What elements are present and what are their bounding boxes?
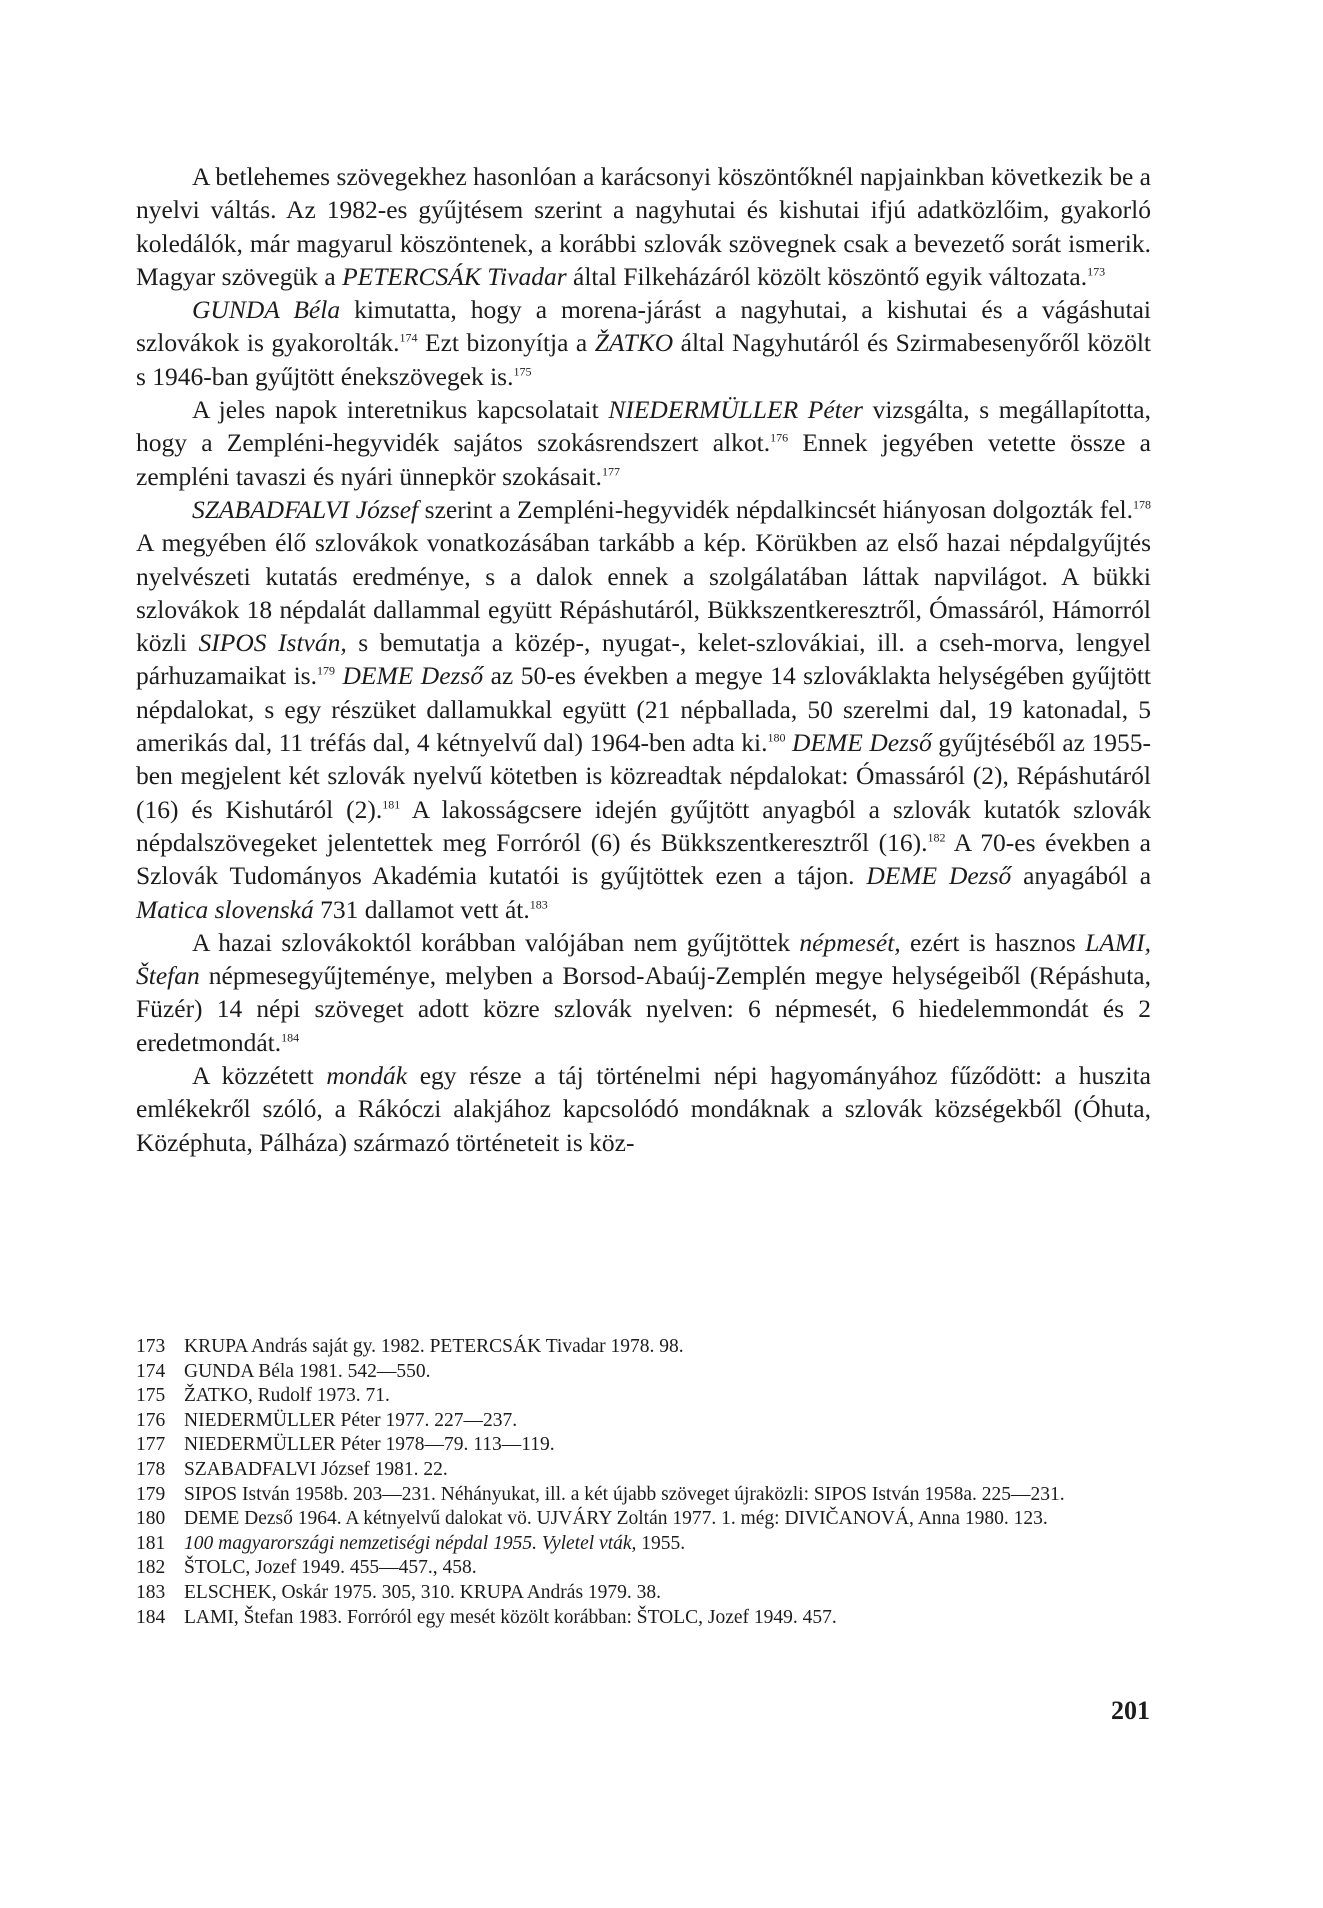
text-run: NIEDERMÜLLER Péter 1978—79. 113—119.: [184, 1434, 555, 1456]
footnote-number: 181: [136, 1532, 166, 1554]
italic-text: mondák: [326, 1061, 408, 1091]
footnote-reference: 174: [399, 330, 418, 345]
paragraph: [136, 1059, 1151, 1159]
text-run: ezért is hasznos: [900, 927, 1086, 957]
footnote-number: 182: [136, 1557, 166, 1579]
text-run: 1955.: [636, 1532, 686, 1554]
text-run: egy része a táj történelmi népi hagyományához fűződött: a huszita emlékekről szóló, a Rákóczi alakjához kapcsolódó mondáknak a szlovák községekből (Óhuta, Középhuta, Pálháza) származó történeteit is köz-: [136, 1061, 1151, 1157]
footnote: [136, 1507, 1151, 1532]
footnote-text: [184, 1384, 1151, 1409]
paragraph: [136, 160, 1151, 293]
footnote-text: [184, 1483, 1151, 1508]
footnote: [136, 1433, 1151, 1458]
text-run: A betlehemes szövegekhez hasonlóan a karácsonyi köszöntőknél napjainkban következik be a nyelvi váltás. Az 1982-es gyűjtésem szerint a nagyhutai és kishutai ifjú adatközlőim, gyakorló koledálók, már magyarul köszöntenek, a korábbi szlovák szövegnek csak a bevezető sorát ismerik. Magyar szövegük a: [136, 162, 1151, 291]
text-run: A jeles napok interetnikus kapcsolatait: [192, 395, 609, 425]
footnote-text: [184, 1409, 1151, 1434]
footnote-text: [184, 1532, 1151, 1557]
text-run: NIEDERMÜLLER Péter 1977. 227—237.: [184, 1409, 518, 1431]
footnote-text: [184, 1581, 1151, 1606]
footnote: [136, 1409, 1151, 1434]
footnote-number: 174: [136, 1360, 166, 1382]
footnote-reference: 177: [601, 464, 620, 479]
text-run: A lakosságcsere idején gyűjtött anyagból a szlovák kutatók szlovák népdalszövegeket jelentettek meg Forróról (6) és Bükkszentkeresztről (16).: [136, 794, 1151, 857]
footnote: [136, 1458, 1151, 1483]
text-run: SIPOS István 1958b. 203—231. Néhányukat, ill. a két újabb szöveget újraközli: SIPOS István 1958a. 225—231.: [184, 1483, 1065, 1505]
footnote-reference: 182: [927, 830, 946, 845]
italic-text: SIPOS István,: [198, 628, 347, 658]
text-run: ŽATKO, Rudolf 1973. 71.: [184, 1385, 390, 1407]
footnote-reference: 180: [767, 730, 786, 745]
italic-text: DEME Dezső: [792, 728, 932, 758]
footnote-text: [184, 1606, 1151, 1631]
text-run: DEME Dezső 1964. A kétnyelvű dalokat vö. UJVÁRY Zoltán 1977. 1. még: DIVIČANOVÁ, Anna 1980. 123.: [184, 1508, 1048, 1530]
text-run: ŠTOLC, Jozef 1949. 455—457., 458.: [184, 1557, 477, 1579]
footnote-text: [184, 1360, 1151, 1385]
footnote: [136, 1335, 1151, 1360]
footnote: [136, 1606, 1151, 1631]
italic-text: LAMI, Štefan: [136, 927, 1151, 991]
footnote: [136, 1532, 1151, 1557]
text-run: ELSCHEK, Oskár 1975. 305, 310. KRUPA András 1979. 38.: [184, 1581, 662, 1603]
footnote-text: [184, 1335, 1151, 1360]
footnote-text: [184, 1458, 1151, 1483]
text-run: az 50-es években a megye 14 szlováklakta helységében gyűjtött népdalokat, s egy részüket dallamukkal együtt (21 népballada, 50 szerelmi dal, 19 katonadal, 5 amerikás dal, 11 tréfás dal, 4 kétnyelvű dal) 1964-ben adta ki.: [136, 661, 1151, 758]
footnote-number: 179: [136, 1483, 166, 1505]
footnote-reference: 179: [316, 663, 335, 678]
text-run: Ezt bizonyítja a: [417, 328, 595, 358]
footnote-number: 173: [136, 1336, 166, 1357]
italic-text: népmesét,: [799, 927, 901, 957]
text-run: LAMI, Štefan 1983. Forróról egy mesét közölt korábban: ŠTOLC, Jozef 1949. 457.: [184, 1606, 837, 1628]
text-run: 731 dallamot vett át.: [313, 894, 530, 924]
italic-text: DEME Dezső: [866, 861, 1012, 891]
text-run: KRUPA András saját gy. 1982. PETERCSÁK Tivadar 1978. 98.: [184, 1336, 684, 1357]
italic-text: PETERCSÁK Tivadar: [342, 261, 567, 291]
footnote-text: [184, 1556, 1151, 1581]
footnote-number: 180: [136, 1508, 166, 1530]
footnote-reference: 181: [382, 797, 401, 812]
footnote-number: 178: [136, 1458, 166, 1480]
text-run: Ennek jegyében vetette össze a zempléni tavaszi és nyári ünnepkör szokásait.: [136, 428, 1151, 491]
footnote-number: 176: [136, 1409, 166, 1431]
footnote: [136, 1483, 1151, 1508]
text-run: A hazai szlovákoktól korábban valójában nem gyűjtöttek: [192, 927, 800, 957]
footnote-number: 183: [136, 1581, 166, 1603]
footnote-number: 177: [136, 1434, 166, 1456]
text-run: gyűjtéséből az 1955-ben megjelent két szlovák nyelvű kötetben is közreadtak népdalokat: Ómassáról (2), Répáshutáról (16) és Kishutáról (2).: [136, 728, 1151, 824]
footnote: [136, 1360, 1151, 1385]
text-run: szerint a Zempléni-hegyvidék népdalkincsét hiányosan dolgozták fel.: [418, 494, 1133, 524]
italic-text: 100 magyarországi nemzetiségi népdal 1955. Vyletel vták,: [184, 1532, 637, 1554]
footnote-text: [184, 1507, 1151, 1532]
italic-text: DEME Dezső: [342, 661, 484, 691]
italic-text: GUNDA Béla: [192, 295, 341, 325]
footnote-reference: 175: [513, 364, 532, 379]
text-run: A 70-es években a Szlovák Tudományos Akadémia kutatói is gyűjtöttek ezen a tájon.: [136, 827, 1151, 891]
text-run: GUNDA Béla 1981. 542—550.: [184, 1360, 431, 1382]
footnote-text: [184, 1433, 1151, 1458]
text-run: SZABADFALVI József 1981. 22.: [184, 1458, 448, 1480]
footnote: [136, 1581, 1151, 1606]
paragraph: [136, 293, 1151, 393]
italic-text: Matica slovenská: [136, 894, 314, 924]
text-run: anyagából a: [1011, 861, 1152, 891]
text-run: vizsgálta, s megállapította, hogy a Zempléni-hegyvidék sajátos szokásrendszert alkot.: [136, 395, 1152, 458]
footnote: [136, 1556, 1151, 1581]
footnote-reference: 176: [770, 430, 789, 445]
footnote-reference: 183: [529, 897, 548, 912]
footnotes: [136, 1335, 1151, 1630]
italic-text: SZABADFALVI József: [192, 494, 419, 524]
italic-text: ŽATKO: [594, 328, 674, 358]
paragraph: [136, 393, 1151, 493]
body-text: [136, 160, 1151, 1159]
text-run: s bemutatja a közép-, nyugat-, kelet-szlovákiai, ill. a cseh-morva, lengyel párhuzamaikat is.: [136, 628, 1151, 691]
text-run: kimutatta, hogy a morena-járást a nagyhutai, a kishutai és a vágáshutai szlovákok is gyakorolták.: [136, 295, 1151, 358]
footnote-reference: 173: [1087, 264, 1106, 279]
text-run: népmesegyűjteménye, melyben a Borsod-Abaúj-Zemplén megye helységeiből (Répáshuta, Füzér) 14 népi szöveget adott közre szlovák nyelven: 6 népmesét, 6 hiedelemmondát és 2 eredetmondát.: [136, 961, 1151, 1057]
page-number: 201: [1111, 1696, 1150, 1725]
text-run: A közzétett: [192, 1061, 327, 1091]
footnote-reference: 184: [281, 1030, 300, 1045]
footnote-number: 175: [136, 1385, 166, 1407]
paragraph: [136, 926, 1151, 1059]
footnote-reference: 178: [1133, 497, 1151, 512]
italic-text: NIEDERMÜLLER Péter: [608, 395, 863, 425]
text-run: által Nagyhutáról és Szirmabesenyőről közölt s 1946-ban gyűjtött énekszövegek is.: [136, 328, 1151, 391]
footnote: [136, 1384, 1151, 1409]
footnote-number: 184: [136, 1606, 166, 1628]
paragraph: [136, 493, 1151, 926]
text-run: által Filkeházáról közölt köszöntő egyik változata.: [566, 261, 1088, 291]
text-run: A megyében élő szlovákok vonatkozásában tarkább a kép. Körükben az első hazai népdalgyűjtés nyelvészeti kutatás eredménye, s a dalok ennek a szolgálatában láttak napvilágot. A bükki szlovákok 18 népdalát dallammal együtt Répáshutáról, Bükkszentkeresztről, Ómassáról, Hámorról közli: [136, 528, 1151, 658]
